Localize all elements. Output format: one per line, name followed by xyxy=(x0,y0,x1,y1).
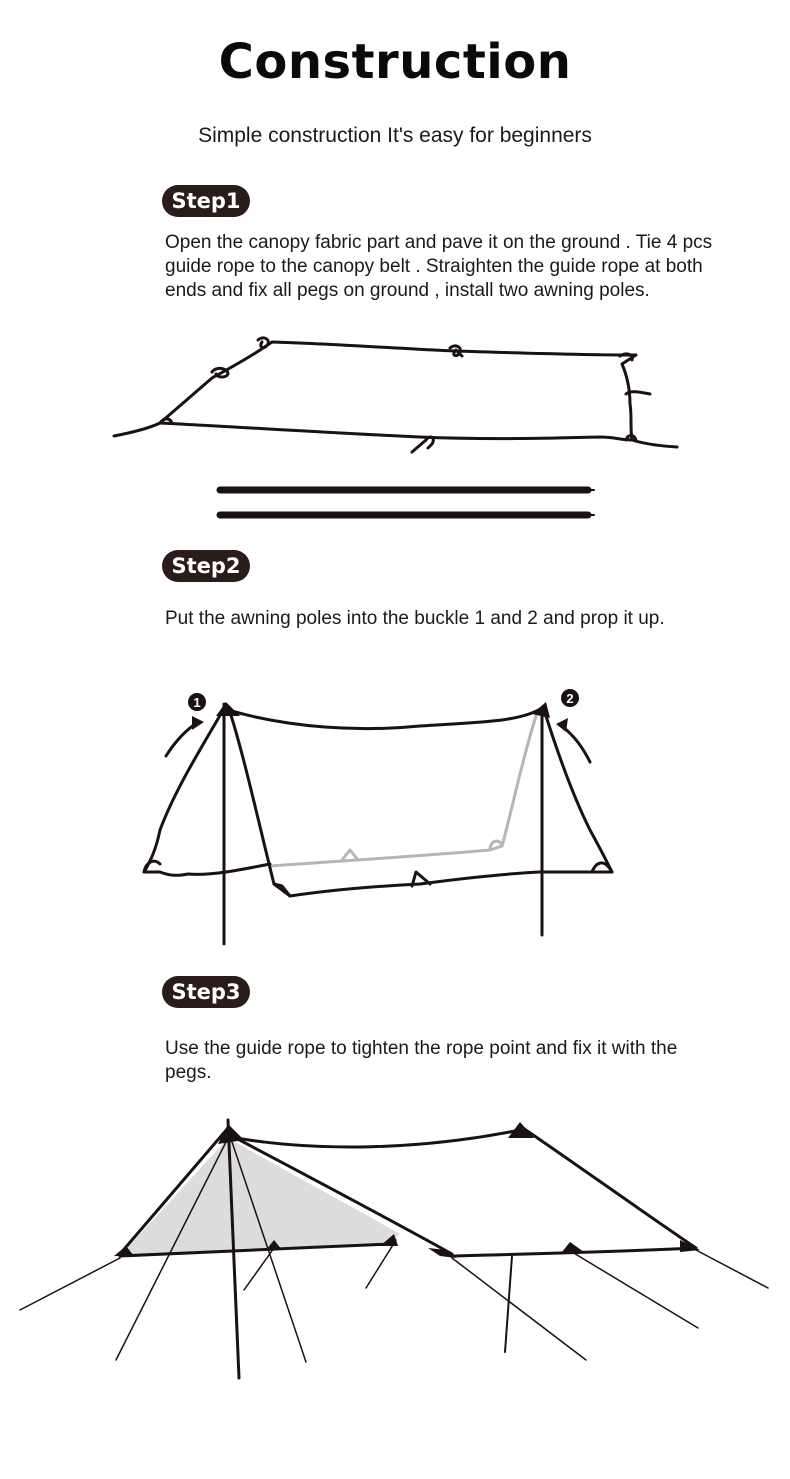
canopy-right-edge xyxy=(546,716,612,872)
canopy-back-loop xyxy=(342,850,358,860)
step3-illustration xyxy=(0,1110,790,1400)
awning-pole-2 xyxy=(505,1256,512,1352)
step2-illustration xyxy=(0,680,790,950)
corner-patch xyxy=(680,1240,700,1252)
canopy-back-edge xyxy=(270,716,536,866)
canopy-ridge xyxy=(228,708,542,729)
guide-rope xyxy=(244,1248,274,1290)
arrow-head xyxy=(192,716,204,730)
step3-text: Use the guide rope to tighten the rope point and fix it with the pegs. xyxy=(165,1038,678,1083)
guide-rope xyxy=(572,1252,698,1328)
page-subtitle: Simple construction It's easy for beginners xyxy=(198,124,592,147)
guide-rope xyxy=(366,1240,396,1288)
guide-rope xyxy=(696,1250,768,1288)
arrow-head xyxy=(556,718,568,732)
step2-badge: Step2 xyxy=(162,550,250,582)
canopy-shaded-panel xyxy=(120,1138,400,1256)
marker-1-label: 1 xyxy=(193,695,201,710)
arrow-up-right xyxy=(562,726,590,762)
step1-text: Open the canopy fabric part and pave it on the ground . Tie 4 pcs guide rope to the canopy belt . Straighten the guide rope at both ends and fix all pegs on ground , install two awning poles. xyxy=(165,232,713,301)
step1-badge: Step1 xyxy=(162,185,250,217)
step1-illustration xyxy=(0,330,790,530)
guide-rope xyxy=(20,1258,120,1310)
tie-knot xyxy=(258,338,268,348)
step2-text: Put the awning poles into the buckle 1 and 2 and prop it up. xyxy=(165,608,665,629)
canopy-fabric-outline xyxy=(114,342,677,447)
tie-knot xyxy=(626,392,650,394)
corner-patch xyxy=(562,1242,584,1252)
corner-patch xyxy=(508,1122,534,1138)
canopy-ridge xyxy=(236,1130,520,1147)
canopy-right-edge xyxy=(520,1126,696,1248)
guide-rope xyxy=(452,1258,586,1360)
tie-knot xyxy=(412,437,433,452)
page-title: Construction xyxy=(218,34,572,90)
buckle-1 xyxy=(216,702,240,716)
marker-2-label: 2 xyxy=(566,691,574,706)
canopy-fabric-bottom-edge xyxy=(160,423,632,440)
step3-badge: Step3 xyxy=(162,976,250,1008)
